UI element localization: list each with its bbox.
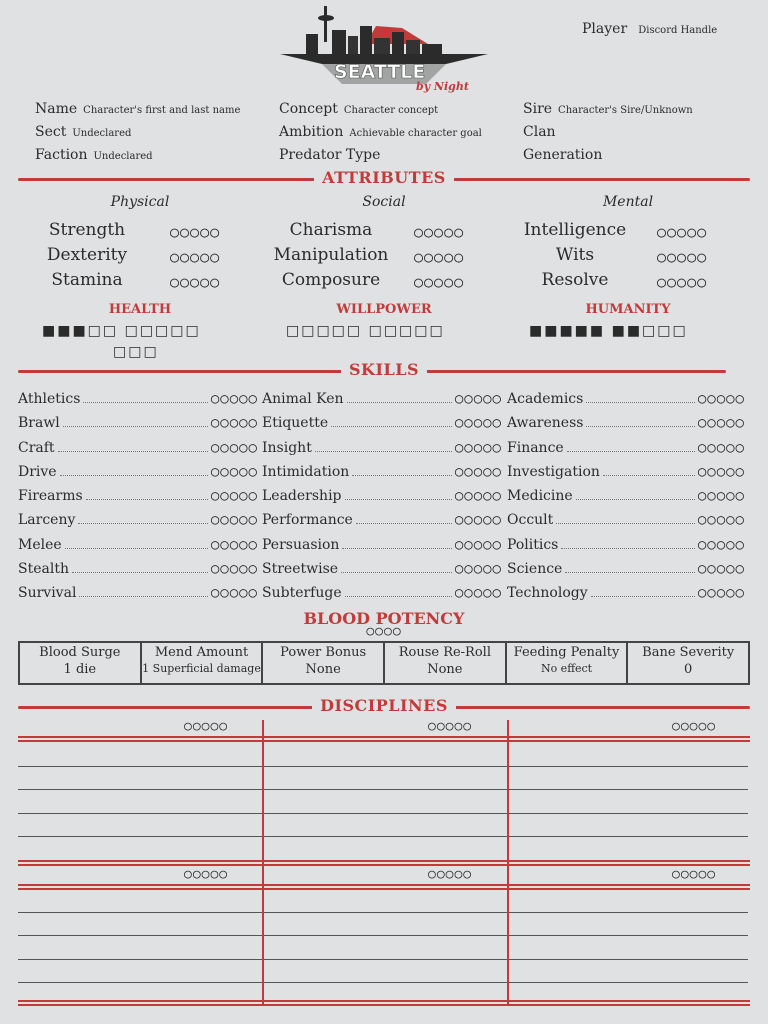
attr-composure: Composure — [281, 270, 381, 290]
discipline-power-line[interactable] — [18, 912, 748, 913]
player-value[interactable]: Discord Handle — [638, 25, 718, 36]
bp-header: Feeding Penalty — [513, 645, 620, 660]
health-track[interactable]: ■■■□□ □□□□□ — [42, 323, 201, 339]
attr-resolve: Resolve — [541, 270, 609, 290]
skill-row[interactable] — [18, 533, 258, 553]
bp-value[interactable]: 0 — [684, 662, 693, 677]
attr-manipulation-dots[interactable]: ○○○○○ — [414, 248, 465, 266]
skill-dots[interactable]: ○○○○○ — [454, 488, 502, 504]
leader — [86, 499, 208, 500]
leader — [65, 548, 208, 549]
skill-row[interactable] — [507, 411, 745, 431]
attr-dexterity-dots[interactable]: ○○○○○ — [170, 248, 221, 266]
bp-header: Rouse Re-Roll — [398, 645, 491, 660]
concept-value[interactable]: Character concept — [343, 105, 439, 116]
attr-wits: Wits — [555, 245, 595, 265]
sire-field[interactable] — [523, 98, 693, 117]
bp-cell-power-bonus — [263, 643, 385, 683]
bp-header: Power Bonus — [280, 645, 367, 660]
faction-value[interactable]: Undeclared — [93, 151, 153, 162]
attributes-title: ATTRIBUTES — [314, 168, 454, 187]
discipline-dots[interactable]: ○○○○○ — [672, 867, 717, 882]
name-value[interactable]: Character's first and last name — [83, 105, 241, 116]
skill-row[interactable] — [18, 484, 258, 504]
discipline-power-line[interactable] — [18, 789, 748, 790]
leader — [331, 426, 452, 427]
bp-header: Mend Amount — [154, 645, 249, 660]
bp-cell-feeding-penalty — [507, 643, 629, 683]
skill-dots[interactable]: ○○○○○ — [697, 488, 745, 504]
bp-header: Blood Surge — [39, 645, 121, 660]
leader — [352, 475, 452, 476]
bp-value[interactable]: None — [305, 662, 341, 677]
attr-wits-dots[interactable]: ○○○○○ — [657, 248, 708, 266]
physical-head: Physical — [110, 194, 170, 210]
bp-cell-blood-surge — [20, 643, 142, 683]
health-label: HEALTH — [108, 302, 172, 317]
skill-row[interactable] — [507, 508, 745, 528]
ambition-field[interactable] — [279, 121, 482, 140]
skill-name: Brawl — [18, 415, 60, 431]
skill-row[interactable] — [507, 387, 745, 407]
skill-dots[interactable]: ○○○○○ — [697, 440, 745, 456]
bp-cell-rouse-reroll — [385, 643, 507, 683]
skill-row[interactable] — [18, 460, 258, 480]
skill-name: Medicine — [507, 488, 573, 504]
skill-name: Persuasion — [262, 537, 340, 553]
skill-name: Firearms — [18, 488, 83, 504]
skill-name: Larceny — [18, 512, 76, 528]
skill-dots[interactable]: ○○○○○ — [454, 415, 502, 431]
column-divider — [507, 720, 509, 1006]
logo-subtext: by Night — [416, 80, 469, 93]
concept-label: Concept — [279, 101, 338, 117]
skill-row[interactable] — [18, 581, 258, 601]
skill-row[interactable] — [507, 484, 745, 504]
attr-strength: Strength — [48, 220, 126, 240]
name-label: Name — [35, 101, 78, 117]
willpower-track[interactable]: □□□□□ □□□□□ — [286, 323, 445, 339]
discipline-power-line[interactable] — [18, 813, 748, 814]
discipline-dots[interactable]: ○○○○○ — [184, 867, 229, 882]
skill-dots[interactable]: ○○○○○ — [210, 415, 258, 431]
skill-row[interactable] — [507, 436, 745, 456]
column-divider — [262, 720, 264, 1006]
skill-name: Melee — [18, 537, 62, 553]
skill-dots[interactable]: ○○○○○ — [210, 537, 258, 553]
discipline-power-line[interactable] — [18, 982, 748, 983]
skill-row[interactable] — [507, 460, 745, 480]
skill-dots[interactable]: ○○○○○ — [210, 585, 258, 601]
discipline-dots[interactable]: ○○○○○ — [428, 719, 473, 734]
attr-manipulation: Manipulation — [273, 245, 389, 265]
leader — [565, 572, 695, 573]
skill-name: Stealth — [18, 561, 69, 577]
divider — [18, 888, 750, 890]
bp-cell-bane-severity — [628, 643, 748, 683]
leader — [345, 499, 452, 500]
skill-dots[interactable]: ○○○○○ — [697, 585, 745, 601]
attr-charisma-dots[interactable]: ○○○○○ — [414, 223, 465, 241]
leader — [567, 451, 695, 452]
faction-label: Faction — [35, 147, 88, 163]
skill-row[interactable] — [507, 557, 745, 577]
skill-name: Technology — [507, 585, 588, 601]
leader — [78, 523, 207, 524]
name-field[interactable] — [35, 98, 240, 117]
divider — [18, 1004, 750, 1006]
skill-name: Intimidation — [262, 464, 350, 480]
ambition-label: Ambition — [279, 124, 344, 140]
blood-potency-dots[interactable]: ○○○○ — [366, 624, 402, 639]
skill-row[interactable] — [507, 533, 745, 553]
player-label: Player — [582, 21, 628, 37]
leader — [576, 499, 695, 500]
predator-type-label: Predator Type — [279, 147, 381, 163]
skill-name: Subterfuge — [262, 585, 342, 601]
skill-name: Animal Ken — [262, 391, 344, 407]
skill-row[interactable] — [262, 533, 502, 553]
discipline-power-line[interactable] — [18, 836, 748, 837]
leader — [586, 426, 694, 427]
bp-value[interactable]: 1 Superficial damage — [142, 662, 261, 675]
ambition-value[interactable]: Achievable character goal — [349, 128, 482, 139]
clan-label: Clan — [523, 124, 556, 140]
skill-row[interactable] — [18, 387, 258, 407]
humanity-track[interactable]: ■■■■■ ■■□□□ — [529, 323, 688, 339]
generation-label: Generation — [523, 147, 603, 163]
skill-row[interactable] — [262, 508, 502, 528]
skill-dots[interactable]: ○○○○○ — [210, 512, 258, 528]
skill-row[interactable] — [507, 581, 745, 601]
attr-strength-dots[interactable]: ○○○○○ — [170, 223, 221, 241]
skill-dots[interactable]: ○○○○○ — [454, 537, 502, 553]
leader — [83, 402, 207, 403]
sect-value[interactable]: Undeclared — [72, 128, 132, 139]
skill-name: Awareness — [507, 415, 584, 431]
sect-label: Sect — [35, 124, 67, 140]
skill-row[interactable] — [262, 436, 502, 456]
willpower-label: WILLPOWER — [336, 302, 432, 317]
leader — [315, 451, 452, 452]
skill-row[interactable] — [18, 411, 258, 431]
leader — [58, 451, 208, 452]
skill-dots[interactable]: ○○○○○ — [454, 464, 502, 480]
social-head: Social — [362, 194, 406, 210]
leader — [356, 523, 452, 524]
skill-dots[interactable]: ○○○○○ — [697, 415, 745, 431]
discipline-name-line[interactable] — [18, 736, 750, 738]
skill-dots[interactable]: ○○○○○ — [697, 464, 745, 480]
divider — [18, 1000, 750, 1002]
skill-row[interactable] — [262, 581, 502, 601]
leader — [347, 402, 452, 403]
attr-intelligence: Intelligence — [523, 220, 627, 240]
divider — [18, 740, 750, 742]
leader — [586, 402, 695, 403]
skill-row[interactable] — [262, 557, 502, 577]
attr-charisma: Charisma — [289, 220, 373, 240]
leader — [603, 475, 695, 476]
skill-name: Occult — [507, 512, 554, 528]
bp-header: Bane Severity — [642, 645, 735, 660]
bp-value[interactable]: None — [427, 662, 463, 677]
leader — [341, 572, 452, 573]
skill-row[interactable] — [262, 387, 502, 407]
attr-resolve-dots[interactable]: ○○○○○ — [657, 273, 708, 291]
discipline-power-line[interactable] — [18, 959, 748, 960]
disciplines-title: DISCIPLINES — [312, 696, 456, 715]
skill-name: Investigation — [507, 464, 600, 480]
leader — [79, 596, 207, 597]
discipline-name-line[interactable] — [18, 884, 750, 886]
disciplines-header — [18, 696, 750, 715]
skill-name: Leadership — [262, 488, 342, 504]
skill-name: Etiquette — [262, 415, 329, 431]
skill-name: Drive — [18, 464, 57, 480]
skill-name: Finance — [507, 440, 564, 456]
skill-dots[interactable]: ○○○○○ — [210, 561, 258, 577]
attr-stamina: Stamina — [51, 270, 123, 290]
skill-row[interactable] — [262, 484, 502, 504]
discipline-dots[interactable]: ○○○○○ — [672, 719, 717, 734]
skill-name: Survival — [18, 585, 77, 601]
sect-field[interactable] — [35, 121, 131, 140]
skill-row[interactable] — [18, 436, 258, 456]
discipline-dots[interactable]: ○○○○○ — [184, 719, 229, 734]
bp-value[interactable]: No effect — [540, 662, 593, 675]
skill-row[interactable] — [18, 508, 258, 528]
leader — [63, 426, 208, 427]
attr-dexterity: Dexterity — [46, 245, 128, 265]
blood-potency-table — [18, 641, 750, 685]
skill-dots[interactable]: ○○○○○ — [697, 391, 745, 407]
humanity-label: HUMANITY — [585, 302, 671, 317]
skill-dots[interactable]: ○○○○○ — [697, 512, 745, 528]
seattle-by-night-logo — [276, 4, 492, 96]
skill-name: Politics — [507, 537, 559, 553]
skill-dots[interactable]: ○○○○○ — [697, 537, 745, 553]
attributes-header — [18, 168, 750, 187]
discipline-power-line[interactable] — [18, 935, 748, 936]
divider — [18, 864, 750, 866]
player-field[interactable] — [582, 18, 717, 37]
skill-dots[interactable]: ○○○○○ — [454, 440, 502, 456]
attr-intelligence-dots[interactable]: ○○○○○ — [657, 223, 708, 241]
skill-name: Craft — [18, 440, 55, 456]
discipline-dots[interactable]: ○○○○○ — [428, 867, 473, 882]
leader — [561, 548, 694, 549]
skill-dots[interactable]: ○○○○○ — [454, 391, 502, 407]
sire-label: Sire — [523, 101, 553, 117]
leader — [342, 548, 451, 549]
logo-text: SEATTLE — [334, 61, 426, 83]
skill-name: Academics — [507, 391, 584, 407]
skills-header — [18, 360, 750, 379]
generation-field[interactable] — [523, 144, 608, 163]
divider — [18, 860, 750, 862]
skill-row[interactable] — [262, 411, 502, 431]
skill-name: Performance — [262, 512, 353, 528]
blood-potency-title: BLOOD POTENCY — [303, 609, 465, 628]
concept-field[interactable] — [279, 98, 438, 117]
skill-dots[interactable]: ○○○○○ — [210, 464, 258, 480]
mental-head: Mental — [602, 194, 654, 210]
skill-row[interactable] — [18, 557, 258, 577]
skill-dots[interactable]: ○○○○○ — [210, 488, 258, 504]
leader — [345, 596, 452, 597]
skill-dots[interactable]: ○○○○○ — [454, 585, 502, 601]
leader — [591, 596, 695, 597]
leader — [556, 523, 695, 524]
predator-type-field[interactable] — [279, 144, 386, 163]
skill-name: Insight — [262, 440, 312, 456]
skill-name: Science — [507, 561, 563, 577]
faction-field[interactable] — [35, 144, 153, 163]
skill-name: Streetwise — [262, 561, 339, 577]
skill-row[interactable] — [262, 460, 502, 480]
bp-value[interactable]: 1 die — [63, 662, 97, 677]
skill-dots[interactable]: ○○○○○ — [454, 561, 502, 577]
skill-dots[interactable]: ○○○○○ — [210, 440, 258, 456]
leader — [72, 572, 208, 573]
discipline-power-line[interactable] — [18, 766, 748, 767]
skills-title: SKILLS — [341, 360, 427, 379]
sire-value[interactable]: Character's Sire/Unknown — [558, 105, 693, 116]
skill-name: Athletics — [18, 391, 81, 407]
attr-composure-dots[interactable]: ○○○○○ — [414, 273, 465, 291]
skill-dots[interactable]: ○○○○○ — [454, 512, 502, 528]
skill-dots[interactable]: ○○○○○ — [210, 391, 258, 407]
health-track-extra[interactable]: □□□ — [113, 344, 159, 360]
bp-cell-mend-amount — [142, 643, 264, 683]
clan-field[interactable] — [523, 121, 562, 140]
skill-dots[interactable]: ○○○○○ — [697, 561, 745, 577]
attr-stamina-dots[interactable]: ○○○○○ — [170, 273, 221, 291]
leader — [60, 475, 208, 476]
